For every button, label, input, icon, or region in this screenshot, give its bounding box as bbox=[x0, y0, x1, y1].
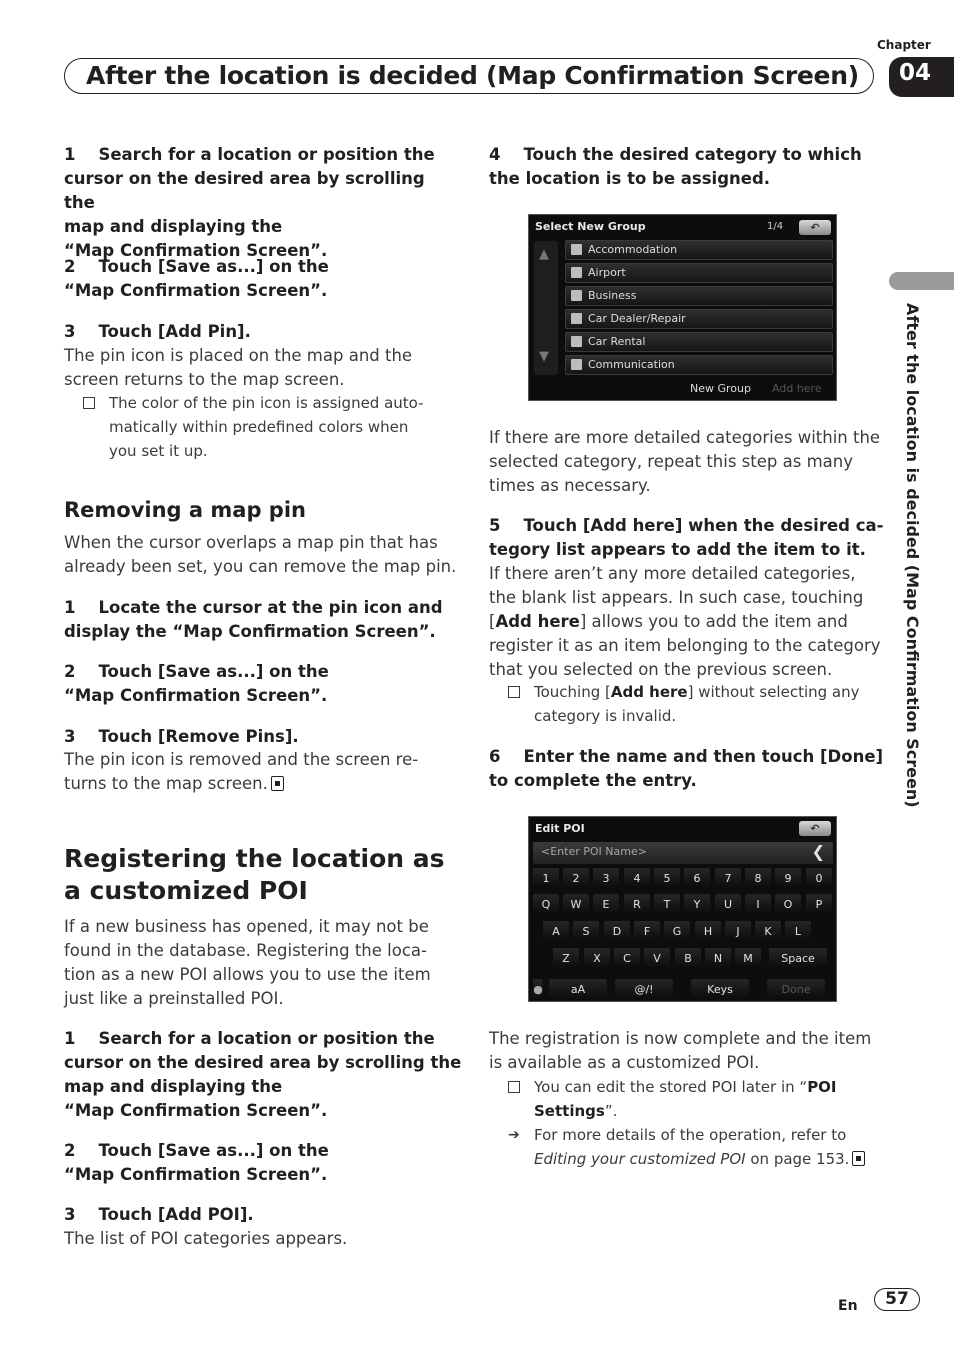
key[interactable]: 3 bbox=[593, 868, 619, 889]
note-checkbox-icon bbox=[508, 686, 520, 698]
key[interactable]: W bbox=[563, 894, 589, 915]
add-pin-note: The color of the pin icon is assigned auto- matically within predefined colors when you set it up. bbox=[109, 391, 424, 463]
registering-step-3: 3 Touch [Add POI]. bbox=[64, 1205, 254, 1224]
key[interactable]: U bbox=[715, 894, 741, 915]
step-1-search: 1 Search for a location or position the cursor on the desired area by scrolling the map and displaying the “Map Confirmation Screen”. bbox=[64, 145, 435, 260]
removing-heading: Removing a map pin bbox=[64, 498, 306, 522]
key[interactable]: T bbox=[654, 894, 680, 915]
key[interactable]: H bbox=[695, 921, 721, 942]
registering-step-2: 2 Touch [Save as...] on the “Map Confirmation Screen”. bbox=[64, 1141, 329, 1184]
key[interactable]: G bbox=[664, 921, 690, 942]
poi-name-field[interactable]: <Enter POI Name> ❮ bbox=[533, 842, 833, 864]
screen-title: Edit POI bbox=[535, 822, 585, 835]
new-group-button[interactable]: New Group bbox=[690, 382, 751, 395]
key[interactable]: S bbox=[573, 921, 599, 942]
chapter-number: 04 bbox=[899, 60, 932, 86]
step-4-category: 4 Touch the desired category to which the location is to be assigned. bbox=[489, 145, 862, 188]
back-arrow-icon[interactable]: ↶ bbox=[799, 220, 831, 235]
step-5-add-here: 5 Touch [Add here] when the desired ca- tegory list appears to add the item to it. bbox=[489, 516, 884, 559]
registering-step-1: 1 Search for a location or position the cursor on the desired area by scrolling the map and displaying the “Map Confirmation Screen”. bbox=[64, 1029, 462, 1120]
key[interactable]: P bbox=[806, 894, 832, 915]
step-6-enter-name: 6 Enter the name and then touch [Done] to complete the entry. bbox=[489, 747, 884, 790]
add-here-button[interactable]: Add here bbox=[772, 382, 822, 395]
page-indicator: 1/4 bbox=[767, 221, 784, 232]
key[interactable]: 8 bbox=[745, 868, 771, 889]
key[interactable]: F bbox=[634, 921, 660, 942]
key[interactable]: J bbox=[725, 921, 751, 942]
reference-note: ➔ For more details of the operation, refer to Editing your customized POI on page 153. bbox=[534, 1123, 865, 1171]
removing-step-2: 2 Touch [Save as...] on the “Map Confirmation Screen”. bbox=[64, 662, 329, 705]
step-3-add-pin: 3 Touch [Add Pin]. bbox=[64, 322, 251, 341]
category-row[interactable]: Car Dealer/Repair bbox=[565, 309, 833, 329]
key[interactable]: Z bbox=[553, 948, 579, 969]
category-icon bbox=[571, 267, 582, 278]
key[interactable]: 7 bbox=[715, 868, 741, 889]
category-row[interactable]: Accommodation bbox=[565, 240, 833, 260]
key[interactable]: Y bbox=[684, 894, 710, 915]
after-screen1-text: If there are more detailed categories within the selected category, repeat this step as many times as necessary. bbox=[489, 428, 881, 495]
key[interactable]: I bbox=[745, 894, 771, 915]
scroll-down-icon: ▼ bbox=[539, 349, 549, 364]
key[interactable]: C bbox=[614, 948, 640, 969]
key[interactable]: Q bbox=[533, 894, 559, 915]
edit-poi-screenshot bbox=[528, 816, 837, 1002]
step-2-save-as: 2 Touch [Save as...] on the “Map Confirmation Screen”. bbox=[64, 257, 329, 300]
key[interactable]: N bbox=[705, 948, 731, 969]
note-checkbox-icon bbox=[83, 397, 95, 409]
key[interactable]: R bbox=[624, 894, 650, 915]
back-arrow-icon[interactable]: ↶ bbox=[799, 821, 831, 836]
category-icon bbox=[571, 290, 582, 301]
poi-settings-note: You can edit the stored POI later in “POI Settings”. bbox=[534, 1075, 837, 1123]
key[interactable]: D bbox=[604, 921, 630, 942]
removing-body: The pin icon is removed and the screen re- turns to the map screen. bbox=[64, 750, 419, 793]
key[interactable]: K bbox=[755, 921, 781, 942]
key[interactable]: E bbox=[593, 894, 619, 915]
key[interactable]: 5 bbox=[654, 868, 680, 889]
select-new-group-screenshot bbox=[528, 214, 837, 401]
side-tab-marker bbox=[889, 272, 954, 290]
registering-heading: Registering the location as a customized POI bbox=[64, 844, 445, 905]
key[interactable]: L bbox=[785, 921, 811, 942]
key[interactable]: 2 bbox=[563, 868, 589, 889]
category-icon bbox=[571, 336, 582, 347]
category-icon bbox=[571, 359, 582, 370]
backspace-icon[interactable]: ❮ bbox=[811, 842, 825, 861]
note-checkbox-icon bbox=[508, 1081, 520, 1093]
add-pin-body: The pin icon is placed on the map and the screen returns to the map screen. bbox=[64, 346, 413, 389]
category-row[interactable]: Car Rental bbox=[565, 332, 833, 352]
removing-intro: When the cursor overlaps a map pin that has already been set, you can remove the map pin. bbox=[64, 533, 457, 576]
scroll-up-icon: ▲ bbox=[539, 247, 549, 262]
key[interactable]: B bbox=[675, 948, 701, 969]
key[interactable]: 0 bbox=[806, 868, 832, 889]
key[interactable]: A bbox=[543, 921, 569, 942]
key[interactable]: 6 bbox=[684, 868, 710, 889]
registering-step-3-body: The list of POI categories appears. bbox=[64, 1229, 348, 1248]
indicator-dot-icon: ● bbox=[533, 979, 543, 1000]
removing-step-1: 1 Locate the cursor at the pin icon and display the “Map Confirmation Screen”. bbox=[64, 598, 443, 641]
case-key[interactable]: aA bbox=[549, 979, 607, 1000]
category-row[interactable]: Business bbox=[565, 286, 833, 306]
category-icon bbox=[571, 244, 582, 255]
chapter-label: Chapter bbox=[877, 38, 931, 52]
end-mark-icon bbox=[271, 776, 284, 791]
end-mark-icon bbox=[852, 1151, 865, 1166]
removing-step-3: 3 Touch [Remove Pins]. bbox=[64, 727, 299, 746]
reference-arrow-icon: ➔ bbox=[508, 1127, 520, 1143]
category-icon bbox=[571, 313, 582, 324]
category-row[interactable]: Airport bbox=[565, 263, 833, 283]
key[interactable]: 1 bbox=[533, 868, 559, 889]
category-row[interactable]: Communication bbox=[565, 355, 833, 375]
scroll-bar[interactable] bbox=[534, 241, 558, 375]
space-key[interactable]: Space bbox=[769, 948, 827, 969]
done-key[interactable]: Done bbox=[767, 979, 825, 1000]
registering-intro: If a new business has opened, it may not be found in the database. Registering the loca- tion as a new POI allows you to use the item just like a preinstalled POI. bbox=[64, 917, 431, 1008]
step-5-note: Touching [Add here] without selecting any category is invalid. bbox=[534, 680, 860, 728]
side-tab-text: After the location is decided (Map Confirmation Screen) bbox=[903, 303, 922, 808]
symbol-key[interactable]: @/! bbox=[615, 979, 673, 1000]
language-code: En bbox=[838, 1298, 858, 1314]
key[interactable]: O bbox=[775, 894, 801, 915]
key[interactable]: V bbox=[644, 948, 670, 969]
screen-title: Select New Group bbox=[535, 220, 646, 233]
page-number: 57 bbox=[885, 1289, 909, 1309]
key[interactable]: 9 bbox=[775, 868, 801, 889]
key[interactable]: X bbox=[584, 948, 610, 969]
page-title: After the location is decided (Map Confirmation Screen) bbox=[86, 61, 859, 90]
after-screen2-text: The registration is now complete and the item is available as a customized POI. bbox=[489, 1029, 872, 1072]
key[interactable]: 4 bbox=[624, 868, 650, 889]
keys-key[interactable]: Keys bbox=[691, 979, 749, 1000]
key[interactable]: M bbox=[735, 948, 761, 969]
step-5-body: If there aren’t any more detailed categories, the blank list appears. In such case, touching [Add here] allows you to add the item and register it as an item belonging to the category that you selected on the previous screen. bbox=[489, 564, 881, 679]
